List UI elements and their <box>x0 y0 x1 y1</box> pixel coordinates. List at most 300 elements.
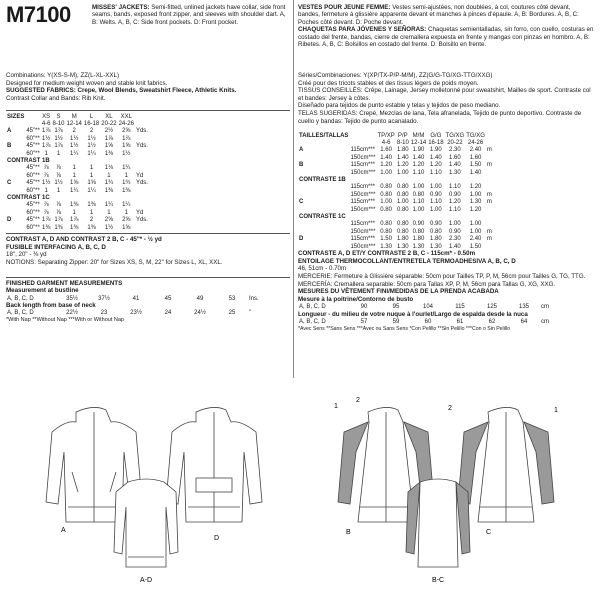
yardage-row <box>6 150 149 157</box>
callout-2-c: 2 <box>448 405 452 412</box>
sizes-label: SIZES <box>7 113 25 120</box>
yardage-cell: 1⅜ <box>54 224 63 231</box>
fr-size-num-0: 4-6 <box>381 140 391 147</box>
yardage-row <box>298 169 493 176</box>
en-size-0: XS <box>42 113 51 120</box>
fusible-size-en: 18", 20" - ⅜ yd <box>6 251 47 259</box>
row-unit: Yd <box>135 209 144 216</box>
yardage-cell: 1½ <box>54 135 63 142</box>
row-width: 60"** <box>26 209 40 216</box>
column-divider <box>293 0 294 378</box>
yardage-cell: 1½ <box>122 150 131 157</box>
taille-header-row <box>298 132 493 139</box>
yardage-cell: 1⅜ <box>104 150 114 157</box>
yardage-cell: 1.10 <box>449 184 461 191</box>
tour-value: 104 <box>422 304 433 311</box>
yardage-cell: 1 <box>89 172 94 179</box>
yardage-cell: 1.10 <box>412 199 425 206</box>
row-unit <box>135 187 149 194</box>
row-view-label: D <box>7 217 12 224</box>
yardage-row <box>298 184 493 191</box>
back-length-value: 22½ <box>66 310 78 317</box>
row-unit: Yds. <box>135 180 148 187</box>
title-es: CHAQUETAS PARA JÓVENES Y SEÑORAS: <box>298 26 427 34</box>
yardage-cell: 1.20 <box>412 162 425 169</box>
yardage-cell: 1.20 <box>396 162 409 169</box>
title-fr: VESTES POUR JEUNE FEMME: <box>298 4 391 11</box>
yardage-cell: 1.90 <box>412 147 425 154</box>
row-unit <box>486 169 493 176</box>
yardage-cell: 1⅜ <box>70 202 79 209</box>
yardage-cell: 1⅝ <box>87 180 96 187</box>
row-view-label: B <box>7 143 12 150</box>
yardage-cell: 1.30 <box>380 243 392 250</box>
desc-es: Chaquetas semientalladas, sin forro, con cuello, costuras en costado del frente, bandas, cierre de cremallera expuesta en frente y mangas con pinzas en hombro. A, B: Ribetes. A, B, C: Bolsillos en costado del frente. D: Bolsillo en frente. <box>298 26 594 49</box>
yardage-cell: 1.30 <box>430 243 442 250</box>
yardage-cell: 1.20 <box>449 199 461 206</box>
row-unit: m <box>486 228 492 235</box>
yardage-cell: 1⅝ <box>70 180 79 187</box>
fr-size-1: P/P <box>397 132 408 139</box>
row-width: 45"** <box>26 128 40 135</box>
yardage-cell: 2 <box>89 217 94 224</box>
yardage-cell: 0.80 <box>380 206 392 213</box>
row-width: 60"** <box>26 224 40 231</box>
yardage-cell: 1⅜ <box>87 224 96 231</box>
yardage-row <box>298 206 493 213</box>
bust-unit: Ins. <box>249 295 259 302</box>
yardage-cell: 1.30 <box>449 169 461 176</box>
fr-size-num-2: 12-14 <box>410 140 427 147</box>
row-unit <box>135 165 149 172</box>
row-view-label <box>6 187 25 194</box>
fr-size-num-1: 8-10 <box>396 140 409 147</box>
mercerie-fr: MERCERIE: Fermeture à Glissière séparable: 50cm pour Tailles TP, P, M, 56cm pour Tailles G, TG, TTG. <box>298 273 586 281</box>
en-size-2: M <box>71 113 77 120</box>
yardage-row <box>6 216 149 223</box>
yardage-table-en <box>6 108 290 325</box>
longueur-value: 62 <box>488 319 496 326</box>
yardage-cell: 1¼ <box>122 165 131 172</box>
yardage-cell: 2⅝ <box>104 217 114 224</box>
row-view-label <box>6 202 25 209</box>
yardage-cell: 1.40 <box>412 154 425 161</box>
longueur-unit: cm <box>541 319 549 326</box>
yardage-cell: 1⅜ <box>70 224 79 231</box>
row-view-label <box>298 169 349 176</box>
callout-1-b: 1 <box>334 403 338 410</box>
yardage-cell: 1⅞ <box>41 217 51 224</box>
yardage-cell: 1¼ <box>70 187 79 194</box>
pattern-code: M7100 <box>6 2 71 27</box>
row-width: 150cm*** <box>350 243 376 250</box>
yardage-cell: 1⅝ <box>122 224 131 231</box>
yardage-cell: 1.40 <box>469 169 482 176</box>
yardage-cell: 1⅜ <box>41 224 51 231</box>
yardage-cell: 1.10 <box>430 169 442 176</box>
suggested-en: SUGGESTED FABRICS: Crepe, Wool Blends, Sweatshirt Fleece, Athletic Knits. <box>6 87 237 95</box>
yardage-cell: 1.80 <box>412 236 425 243</box>
combinations-fr: Séries/Combinaciones: Y(XP/TX-P/P-M/M), ZZ(G/G-TG/XG-TTG/XXG) <box>298 72 493 79</box>
row-width: 115cm*** <box>350 236 376 243</box>
yardage-cell: 1.00 <box>412 206 425 213</box>
row-view-label: CONTRASTE 1B <box>299 177 346 184</box>
contrast-ad-fr: CONTRASTE A, D ET/Y CONTRASTE 2 B, C - 115cm* - 0.50m <box>298 250 476 258</box>
en-size-1: S <box>56 113 61 120</box>
yardage-cell: 1.20 <box>380 162 392 169</box>
yardage-cell: 1½ <box>104 224 114 231</box>
yardage-row <box>6 165 149 172</box>
yardage-cell: 1⅞ <box>41 128 51 135</box>
yardage-cell: 1⅛ <box>104 165 114 172</box>
jacket-sketch-bc <box>298 382 594 597</box>
yardage-cell: 1.40 <box>396 154 409 161</box>
row-width: 60"** <box>26 172 40 179</box>
yardage-cell: 1 <box>89 165 94 172</box>
longueur-value: 61 <box>456 319 464 326</box>
row-unit: Yds. <box>135 217 148 224</box>
row-width: 45"** <box>26 202 40 209</box>
row-unit: Yd <box>135 172 144 179</box>
yardage-cell: 1.60 <box>449 154 461 161</box>
yardage-cell: 1.00 <box>469 221 482 228</box>
bust-value: 53 <box>228 295 236 302</box>
bust-value: 37½ <box>98 295 110 302</box>
bust-value: 45 <box>164 295 172 302</box>
yardage-cell: 1.00 <box>396 169 409 176</box>
row-view-label <box>298 221 349 228</box>
label-view-b: B <box>346 529 351 536</box>
en-size-num-4: 20-22 <box>101 121 117 128</box>
yardage-cell: 1 <box>124 209 128 216</box>
jacket-description-en <box>92 4 292 26</box>
row-width: 150cm*** <box>350 206 376 213</box>
label-view-c: C <box>486 529 492 536</box>
bust-vars-en: A, B, C, D <box>7 295 34 302</box>
yardage-cell: 2 <box>72 128 76 135</box>
label-view-ad: A-D <box>140 577 153 584</box>
taille-num-row <box>298 139 493 146</box>
tour-value: 135 <box>518 304 529 311</box>
row-unit: m <box>486 191 492 198</box>
yardage-row <box>6 194 149 201</box>
row-unit: Yds. <box>135 143 148 150</box>
bust-table-en <box>6 295 260 302</box>
row-view-label <box>6 172 25 179</box>
yardage-row <box>6 187 149 194</box>
en-size-num-0: 4-6 <box>41 121 51 128</box>
yardage-cell: 1.90 <box>430 147 442 154</box>
yardage-row <box>298 243 493 250</box>
yardage-cell: ⅞ <box>56 202 62 209</box>
yardage-cell: 1.40 <box>380 154 392 161</box>
desc-en: Semi-fitted, unlined jackets have collar, side front seams, bands, exposed front zipper, and sleeves with shoulder dart. A, B: Welts. A, B, C: Side front pockets. D: Front pocket. <box>92 4 286 26</box>
row-unit <box>486 206 493 213</box>
row-unit: m <box>486 162 492 169</box>
yardage-cell: 1⅜ <box>122 187 131 194</box>
yardage-cell: 1 <box>72 172 76 179</box>
desc-fr: Vestes semi-ajustées, non doublées, à col, coutures côté devant, bandes, fermeture à glissière apparente devant et manches à pinces d'épaule. A, B: Bordures. A, B, C: Poches côté devant. D: Poche devant. <box>298 4 579 26</box>
row-width: 60"** <box>26 150 40 157</box>
yardage-row <box>6 224 149 231</box>
yardage-cell: 1¾ <box>122 180 131 187</box>
row-view-label <box>6 135 25 142</box>
long-label-fr: Longueur - du milieu de votre nuque à l'ourlet/Largo de espalda desde la nuca <box>298 310 528 318</box>
row-view-label: CONTRASTE 1C <box>299 213 346 220</box>
combinations-en: Combinations: Y(XS-S-M), ZZ(L-XL-XXL) <box>6 72 120 79</box>
row-view-label: D <box>299 236 304 243</box>
back-table-en <box>6 310 252 317</box>
row-view-label <box>298 184 349 191</box>
yardage-cell: 1⅝ <box>122 143 131 150</box>
label-view-a: A <box>61 527 66 534</box>
yardage-cell: ⅞ <box>56 172 62 179</box>
yardage-cell: 1.00 <box>380 199 392 206</box>
yardage-cell: 1⅞ <box>70 217 79 224</box>
row-unit: m <box>486 147 492 154</box>
size-num-row <box>6 120 149 127</box>
yardage-cell: 1.50 <box>469 162 482 169</box>
row-width: 150cm*** <box>350 228 376 235</box>
yardage-row <box>298 162 493 169</box>
yardage-cell: 1.50 <box>469 243 482 250</box>
row-width: 115cm*** <box>350 199 376 206</box>
en-size-num-3: 16-18 <box>83 121 100 128</box>
illustration-right <box>298 382 594 597</box>
longueur-value: 64 <box>520 319 528 326</box>
yardage-grid-fr <box>298 132 493 250</box>
callout-2-b: 2 <box>356 397 360 404</box>
row-view-label: C <box>7 180 12 187</box>
yardage-cell: 1¼ <box>104 202 114 209</box>
yardage-cell: 1⅞ <box>54 143 63 150</box>
yardage-row <box>6 143 149 150</box>
label-view-d: D <box>214 535 220 542</box>
yardage-cell: 1.20 <box>469 184 482 191</box>
yardage-cell: ⅞ <box>56 209 62 216</box>
yardage-cell: 1¾ <box>104 180 114 187</box>
yardage-cell: 1 <box>56 150 61 157</box>
yardage-cell: 2.40 <box>469 236 482 243</box>
row-view-label <box>298 154 349 161</box>
row-width: 45"** <box>26 165 40 172</box>
row-width: 45"** <box>26 143 40 150</box>
tour-table-fr <box>298 303 550 310</box>
right-info <box>298 72 596 125</box>
fr-size-5: TG/XG <box>466 132 485 139</box>
back-length-value: 25 <box>228 310 236 317</box>
yardage-cell: 1⅞ <box>122 135 131 142</box>
row-width: 115cm*** <box>350 147 376 154</box>
yardage-cell: 1.00 <box>396 199 409 206</box>
cree-fr: Créé pour des tricots stables et des tissus légers de poids moyen. <box>298 79 479 87</box>
row-unit <box>135 135 149 142</box>
row-view-label <box>298 206 349 213</box>
fr-size-3: G/G <box>430 132 442 139</box>
yardage-cell: 1.10 <box>430 199 442 206</box>
en-size-3: L <box>89 113 94 120</box>
yardage-cell: 1¼ <box>122 202 131 209</box>
row-width: 150cm*** <box>350 191 376 198</box>
row-width: 60"** <box>26 135 40 142</box>
yardage-cell: ⅞ <box>43 172 49 179</box>
bust-value: 41 <box>132 295 140 302</box>
yardage-cell: 1 <box>124 172 128 179</box>
yardage-cell: 0.80 <box>380 191 392 198</box>
yardage-cell: 1⅜ <box>104 187 114 194</box>
tour-value: 115 <box>455 304 465 311</box>
jacket-description-fr-es <box>298 4 594 48</box>
label-view-bc: B-C <box>432 577 445 584</box>
mesures-fr: MESURES DU VÊTEMENT FINI/MEDIDAS DE LA PRENDA ACABADA <box>298 288 499 296</box>
row-width: 150cm*** <box>350 154 376 161</box>
longueur-value: 57 <box>360 319 368 326</box>
yardage-cell: 1.40 <box>449 243 461 250</box>
row-view-label <box>6 224 25 231</box>
bust-value: 35½ <box>66 295 78 302</box>
yardage-cell: 0.80 <box>380 184 392 191</box>
longueur-value: 59 <box>392 319 400 326</box>
yardage-cell: 2.40 <box>469 147 482 154</box>
yardage-cell: 0.90 <box>430 191 442 198</box>
fusible-en: FUSIBLE INTERFACING A, B, C, D <box>6 243 106 251</box>
row-view-label <box>298 191 349 198</box>
yardage-cell: 1 <box>44 187 48 194</box>
row-width: 60"** <box>26 187 40 194</box>
row-width: 45"** <box>26 217 40 224</box>
yardage-row <box>298 235 493 242</box>
yardage-table-fr <box>298 132 596 333</box>
row-width: 115cm*** <box>350 162 376 169</box>
yardage-cell: 1½ <box>41 135 51 142</box>
yardage-cell: 0.80 <box>380 228 392 235</box>
yardage-cell: ⅞ <box>43 165 49 172</box>
en-size-5: XXL <box>120 113 132 120</box>
row-unit <box>486 221 493 228</box>
yardage-row <box>298 221 493 228</box>
row-view-label <box>6 165 25 172</box>
yardage-cell: 0.80 <box>380 221 392 228</box>
en-size-num-2: 12-14 <box>66 121 82 128</box>
fr-size-num-4: 20-22 <box>447 140 463 147</box>
en-size-num-5: 24-26 <box>118 121 134 128</box>
yardage-cell: 2⅝ <box>122 217 131 224</box>
yardage-cell: 1¼ <box>70 150 79 157</box>
left-info <box>6 72 290 102</box>
yardage-cell: 1 <box>56 187 61 194</box>
yardage-cell: 1⅝ <box>104 143 114 150</box>
row-width: 45"** <box>26 180 40 187</box>
yardage-row <box>298 154 493 161</box>
designed-en: Designed for medium weight woven and stable knit fabrics. <box>6 79 168 87</box>
row-width: 115cm*** <box>350 184 376 191</box>
nap-note-fr: *Avec Sens **Sans Sens ***Avec ou Sans Sens *Con Pelillo **Sin Pelillo ***Con o Sin Pelillo <box>298 325 511 332</box>
yardage-cell: 1.30 <box>412 243 425 250</box>
yardage-cell: 1.00 <box>430 206 442 213</box>
yardage-cell: 1⅞ <box>54 128 63 135</box>
yardage-cell: 1 <box>72 209 76 216</box>
row-unit <box>135 224 149 231</box>
yardage-cell: 0.80 <box>396 206 409 213</box>
callout-1-c: 1 <box>554 407 558 414</box>
row-view-label <box>6 209 25 216</box>
yardage-cell: 1½ <box>87 135 96 142</box>
yardage-cell: 1 <box>89 209 94 216</box>
tour-value: 95 <box>392 304 400 311</box>
yardage-cell: 1.10 <box>412 169 425 176</box>
entoilage-size-fr: 46, 51cm - 0.70m <box>298 265 347 273</box>
entoilage-fr: ENTOILAGE THERMOCOLLANT/ENTRETELA TERMOADHESIVA A, B, C, D <box>298 257 516 265</box>
yardage-row <box>298 191 493 198</box>
back-length-value: 24½ <box>194 310 206 317</box>
yardage-cell: 0.90 <box>412 221 425 228</box>
illustration-left <box>6 382 302 597</box>
back-label-en: Back length from base of neck <box>6 302 96 310</box>
merceria-es: MERCERÍA: Cremallera separable: 50cm para Tallas XP, P, M, 56cm para Tallas G, XG, XXG. <box>298 280 556 288</box>
yardage-row <box>6 209 149 216</box>
yardage-cell: 1½ <box>54 180 63 187</box>
yardage-cell: 0.90 <box>449 191 461 198</box>
yardage-cell: 1.00 <box>469 191 482 198</box>
back-length-value: 23 <box>100 310 108 317</box>
yardage-cell: 2.30 <box>449 236 461 243</box>
fr-size-num-3: 16-18 <box>428 140 444 147</box>
back-vars-en: A, B, C, D <box>7 310 34 317</box>
yardage-cell: 1.20 <box>469 206 482 213</box>
yardage-cell: 0.80 <box>396 228 409 235</box>
fr-size-2: M/M <box>412 132 425 139</box>
yardage-row <box>298 228 493 235</box>
yardage-cell: 1½ <box>70 135 79 142</box>
yardage-cell: 0.90 <box>449 228 461 235</box>
yardage-cell: 1.00 <box>469 228 482 235</box>
yardage-cell: 0.80 <box>396 221 409 228</box>
yardage-row <box>298 213 493 220</box>
yardage-cell: 1 <box>44 150 48 157</box>
yardage-row <box>298 199 493 206</box>
yardage-cell: 1.00 <box>430 184 442 191</box>
en-size-num-1: 8-10 <box>52 121 65 128</box>
yardage-cell: 1.30 <box>396 243 409 250</box>
size-header-row <box>6 113 149 120</box>
yardage-cell: 0.80 <box>412 228 425 235</box>
yardage-cell: 0.80 <box>396 184 409 191</box>
yardage-row <box>298 147 493 154</box>
row-view-label: CONTRAST 1C <box>7 194 50 201</box>
yardage-cell: 1.00 <box>380 169 392 176</box>
yardage-cell: 1 <box>107 172 111 179</box>
back-length-unit: " <box>249 310 252 317</box>
yardage-row <box>6 135 149 142</box>
back-length-value: 24 <box>164 310 172 317</box>
yardage-cell: 1.10 <box>449 206 461 213</box>
row-width: 115cm*** <box>350 221 376 228</box>
contrast-ad-en: CONTRAST A, D AND CONTRAST 2 B, C - 45"* - ½ yd <box>6 236 162 244</box>
row-unit <box>486 154 493 161</box>
yardage-row <box>6 180 149 187</box>
yardage-cell: 0.80 <box>396 191 409 198</box>
yardage-row <box>6 128 149 135</box>
row-view-label: CONTRAST 1B <box>7 158 50 165</box>
tour-value: 90 <box>360 304 368 311</box>
yardage-cell: 1.30 <box>469 199 482 206</box>
yardage-row <box>6 157 149 164</box>
notions-en: NOTIONS: Separating Zipper: 20" for Sizes XS, S, M, 22" for Sizes L, XL, XXL. <box>6 259 223 267</box>
yardage-cell: 1⅞ <box>104 135 114 142</box>
yardage-cell: 1.80 <box>396 236 409 243</box>
yardage-cell: 2⅝ <box>122 128 131 135</box>
row-unit <box>135 202 149 209</box>
